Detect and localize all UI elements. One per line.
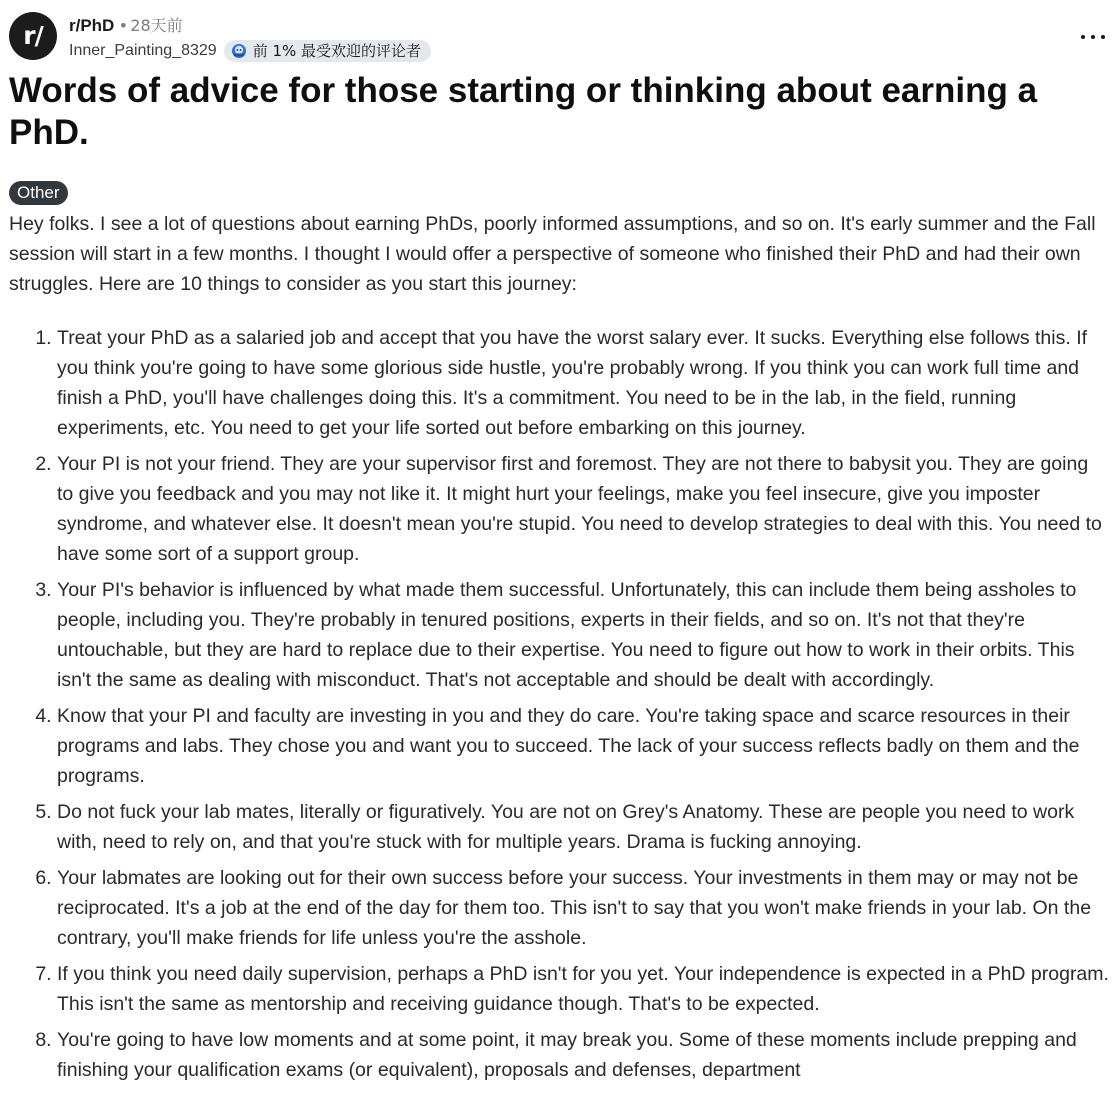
subreddit-avatar[interactable]: r/ — [9, 12, 57, 60]
separator-dot: • — [120, 16, 127, 35]
post-meta — [69, 15, 431, 62]
list-item: 1. Treat your PhD as a salaried job and accept that you have the worst salary ever. It sucks. Everything else follows this. If you think you're going to have some glorious side hustle, you're probably wrong. If you think you can work full time and finish a PhD, you'll have challenges doing this. It's a commitment. You need to be in the lab, in the field, running experiments, etc. You need to get your life sorted out before embarking on this journey. — [57, 323, 1109, 443]
list-item: 8. You're going to have low moments and at some point, it may break you. Some of these moments include prepping and finishing your qualification exams (or equivalent), proposals and defenses, department — [57, 1025, 1109, 1085]
subreddit-link[interactable]: r/PhD — [69, 16, 115, 35]
post-flair[interactable]: Other — [9, 181, 68, 205]
badge-text: 前 1% 最受欢迎的评论者 — [252, 42, 422, 60]
post-body — [9, 209, 1109, 1091]
meta-line-author — [69, 40, 431, 62]
list-item: 7. If you think you need daily supervision, perhaps a PhD isn't for you yet. Your independence is expected in a PhD program. This isn't the same as mentorship and receiving guidance though. That's to be expected. — [57, 959, 1109, 1019]
list-item: 4. Know that your PI and faculty are investing in you and they do care. You're taking space and scarce resources in their programs and labs. They chose you and want you to succeed. The lack of your success reflects badly on them and the programs. — [57, 701, 1109, 791]
post-header — [9, 12, 1109, 66]
list-item: 6. Your labmates are looking out for their own success before your success. Your investments in them may or may not be reciprocated. It's a job at the end of the day for them too. This isn't to say that you won't make friends in your lab. On the contrary, you'll make friends for life unless you're the asshole. — [57, 863, 1109, 953]
post-title[interactable]: Words of advice for those starting or thinking about earning a PhD. — [9, 71, 1038, 152]
achievement-icon — [231, 43, 247, 59]
advice-list — [9, 323, 1109, 1085]
post-intro: Hey folks. I see a lot of questions about earning PhDs, poorly informed assumptions, and so on. It's early summer and the Fall session will start in a few months. I thought I would offer a perspective of someone who finished their PhD and had their own struggles. Here are 10 things to consider as you start this journey: — [9, 213, 1096, 295]
author-username[interactable]: Inner_Painting_8329 — [69, 42, 217, 59]
list-item: 2. Your PI is not your friend. They are your supervisor first and foremost. They are not there to babysit you. They are going to give you feedback and you may not like it. It might hurt your feelings, make you feel insecure, give you imposter syndrome, and whatever else. It doesn't mean you're stupid. You need to develop strategies to deal with this. You need to have some sort of a support group. — [57, 449, 1109, 569]
top-commenter-badge — [224, 40, 431, 62]
list-item: 3. Your PI's behavior is influenced by what made them successful. Unfortunately, this can include them being assholes to people, including you. They're probably in tenured positions, experts in their fields, and so on. It's not that they're untouchable, but they are hard to replace due to their expertise. You need to figure out how to work in their orbits. This isn't the same as dealing with misconduct. That's not acceptable and should be dealt with accordingly. — [57, 575, 1109, 695]
post-time: 28天前 — [130, 16, 183, 35]
list-item: 5. Do not fuck your lab mates, literally or figuratively. You are not on Grey's Anatomy. These are people you need to work with, need to rely on, and that you're stuck with for multiple years. Drama is fucking annoying. — [57, 797, 1109, 857]
more-options-icon[interactable] — [1081, 32, 1105, 42]
meta-line-subreddit — [69, 15, 431, 37]
